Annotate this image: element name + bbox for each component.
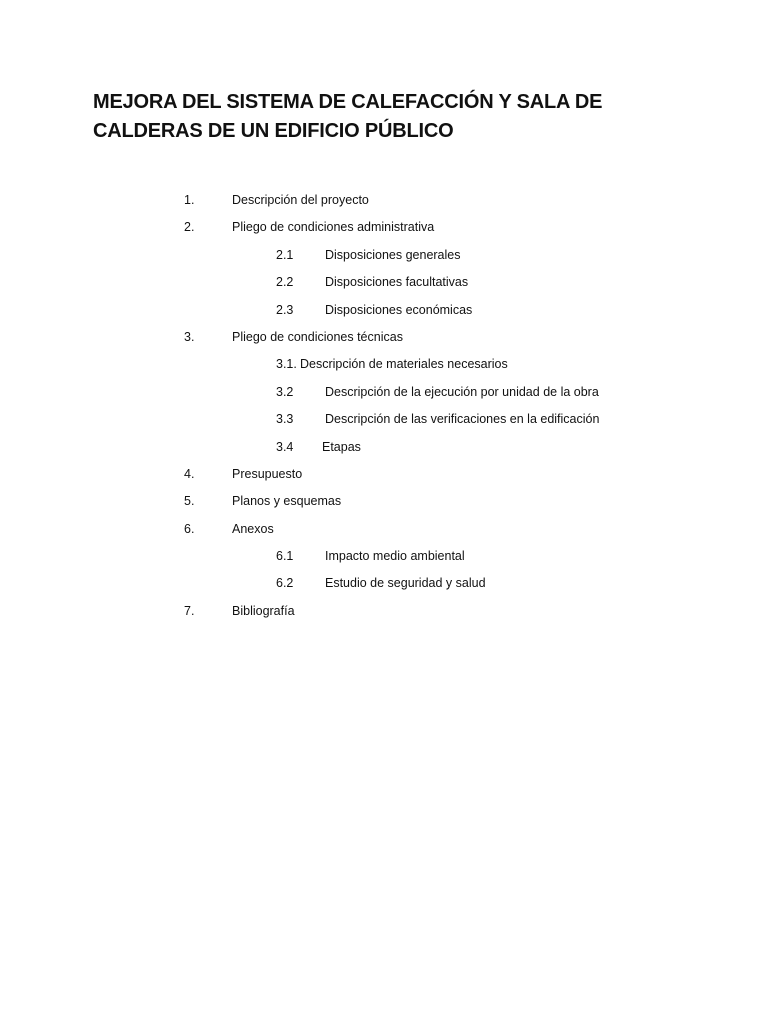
toc-item-label: Descripción de materiales necesarios <box>300 357 508 372</box>
toc-item-number: 2.3 <box>276 302 294 317</box>
toc-item-number: 2.1 <box>276 247 294 262</box>
toc-item-2-1 <box>0 245 768 272</box>
document-title: MEJORA DEL SISTEMA DE CALEFACCIÓN Y SALA DE CALDERAS DE UN EDIFICIO PÚBLICO <box>93 91 603 142</box>
toc-item-number: 1. <box>184 193 195 207</box>
toc-item-number: 3. <box>184 329 195 344</box>
toc-item-number: 6.1 <box>276 549 294 564</box>
toc-item-label: Planos y esquemas <box>232 494 342 509</box>
toc-item-3 <box>0 327 768 354</box>
table-of-contents <box>0 190 768 628</box>
toc-item-number: 6. <box>184 521 195 536</box>
toc-item-2-2 <box>0 272 768 299</box>
toc-item-number: 3.4 <box>276 439 294 454</box>
toc-item-label: Presupuesto <box>232 466 303 481</box>
toc-item-label: Descripción de la ejecución por unidad de la obra <box>325 384 599 399</box>
toc-item-6-1 <box>0 546 768 573</box>
toc-item-label: Estudio de seguridad y salud <box>325 576 486 591</box>
toc-item-label: Anexos <box>232 521 274 536</box>
toc-item-6 <box>0 519 768 546</box>
toc-item-label: Bibliografía <box>232 603 295 618</box>
toc-item-label: Pliego de condiciones técnicas <box>232 329 403 344</box>
toc-item-3-3 <box>0 409 768 436</box>
toc-item-2 <box>0 217 768 244</box>
toc-item-6-2 <box>0 573 768 600</box>
toc-item-4 <box>0 464 768 491</box>
toc-item-5 <box>0 491 768 518</box>
toc-item-label: Disposiciones generales <box>325 247 461 262</box>
toc-item-2-3 <box>0 300 768 327</box>
toc-item-3-1 <box>0 354 768 381</box>
toc-item-3-4 <box>0 437 768 464</box>
toc-item-label: Disposiciones económicas <box>325 302 473 317</box>
toc-item-label: Disposiciones facultativas <box>325 275 469 290</box>
toc-item-1 <box>0 190 768 217</box>
toc-item-7 <box>0 601 768 628</box>
toc-item-number: 7. <box>184 603 195 618</box>
toc-item-number: 3.1. <box>276 357 297 372</box>
toc-item-number: 3.2 <box>276 384 294 399</box>
toc-item-number: 2.2 <box>276 275 294 290</box>
toc-item-label: Descripción de las verificaciones en la edificación <box>325 412 600 427</box>
toc-item-label: Descripción del proyecto <box>232 193 369 207</box>
toc-item-label: Impacto medio ambiental <box>325 549 465 564</box>
toc-item-number: 4. <box>184 466 195 481</box>
toc-item-label: Etapas <box>322 439 361 454</box>
toc-item-3-2 <box>0 382 768 409</box>
toc-item-label: Pliego de condiciones administrativa <box>232 220 435 235</box>
toc-item-number: 6.2 <box>276 576 294 591</box>
toc-item-number: 2. <box>184 220 195 235</box>
toc-item-number: 3.3 <box>276 412 294 427</box>
toc-item-number: 5. <box>184 494 195 509</box>
